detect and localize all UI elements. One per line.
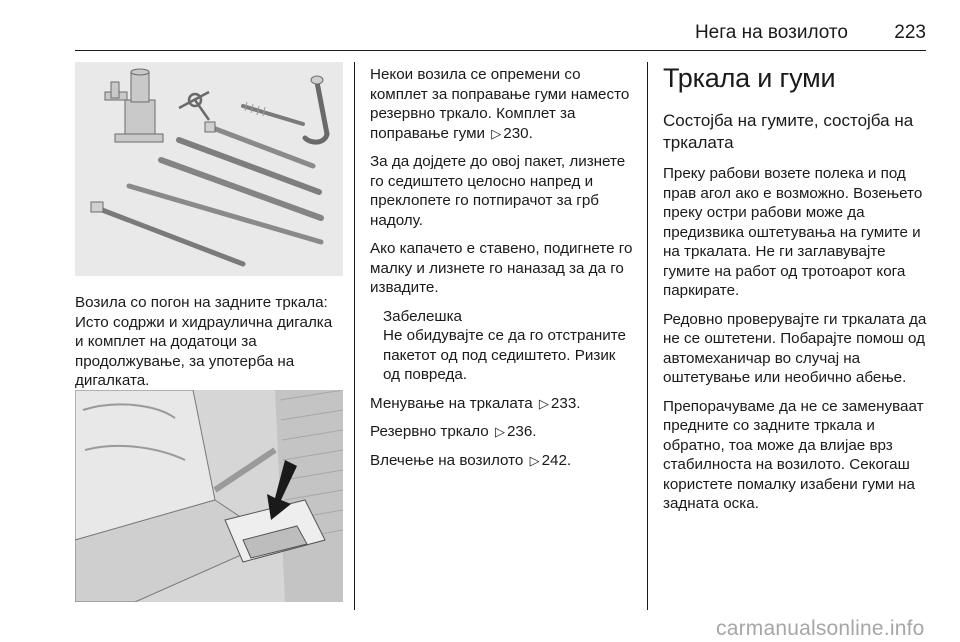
note-block (370, 307, 635, 385)
paragraph-rotation: Препорачуваме да не се заменуваат предните со задните тркала и обратно, тоа може да влијае врз стабилноста на возилото. Секогаш користете помалку изабени гуми на задната оска. (663, 397, 924, 512)
page-reference-icon: ▷ (538, 395, 549, 411)
page-reference-link[interactable]: 236. (506, 423, 537, 440)
page-number: 223 (894, 22, 926, 43)
running-header-title: Нега на возилото (694, 22, 848, 43)
watermark: carmanualsonline.info (716, 617, 925, 640)
seat-compartment-illustration (75, 390, 343, 602)
column-divider-right (647, 62, 648, 610)
paragraph-repair-kit: Некои возила се опремени со комплет за поправање гуми наместо резервно тркало. Комплет за поправање гуми ▷ 230. (370, 66, 630, 142)
subsection-title: Состојба на гумите, состојба на тркалата (663, 111, 914, 152)
reference-spare-wheel: Резервно тркало ▷ 236. (370, 423, 537, 440)
note-text: Не обидувајте се да го отстраните пакетот од под седиштето. Ризик од повреда. (383, 327, 626, 383)
page-reference-icon: ▷ (491, 125, 502, 141)
paragraph-kerbs: Преку рабови возете полека и под прав агол ако е возможно. Возењето преку остри рабови може да предизвика оштетувања на гумите и на тркалата. Не ги заглавувајте гумите на работ од тротоарот кога паркирате. (663, 165, 923, 299)
page-reference-link[interactable]: 242. (541, 451, 572, 469)
page-reference-link[interactable]: 233. (550, 394, 581, 412)
left-column (75, 293, 343, 400)
middle-column (370, 65, 635, 479)
page-reference-link[interactable]: 230. (503, 124, 533, 142)
section-title: Тркала и гуми (663, 63, 836, 93)
paragraph-access: За да дојдете до овој пакет, лизнете го седиштето целосно напред и преклопете го потпирачот за грб надолу. (370, 153, 626, 229)
right-column (663, 62, 928, 523)
paragraph-inspection: Редовно проверувајте ги тркалата да не се оштетени. Побарајте помош од автомеханичар во случај на оштетување или необично абење. (663, 310, 927, 386)
header-rule (75, 50, 926, 51)
figure-caption: Возила со погон на задните тркала: Исто содржи и хидраулична дигалка и комплет на додатоци за продолжување, за употерба на дигалката. (75, 294, 333, 389)
tool-kit-illustration (75, 62, 343, 276)
note-title: Забелешка (383, 307, 463, 325)
column-divider-left (354, 62, 355, 610)
page-reference-icon: ▷ (529, 452, 540, 468)
reference-towing: Влечење на возилото ▷ 242. (370, 451, 572, 469)
paragraph-cover: Ако капачето е ставено, подигнете го малку и лизнете го наназад за да го извадите. (370, 240, 633, 296)
page-reference-icon: ▷ (494, 424, 505, 439)
reference-changing-wheels: Менување на тркалата ▷ 233. (370, 394, 581, 412)
